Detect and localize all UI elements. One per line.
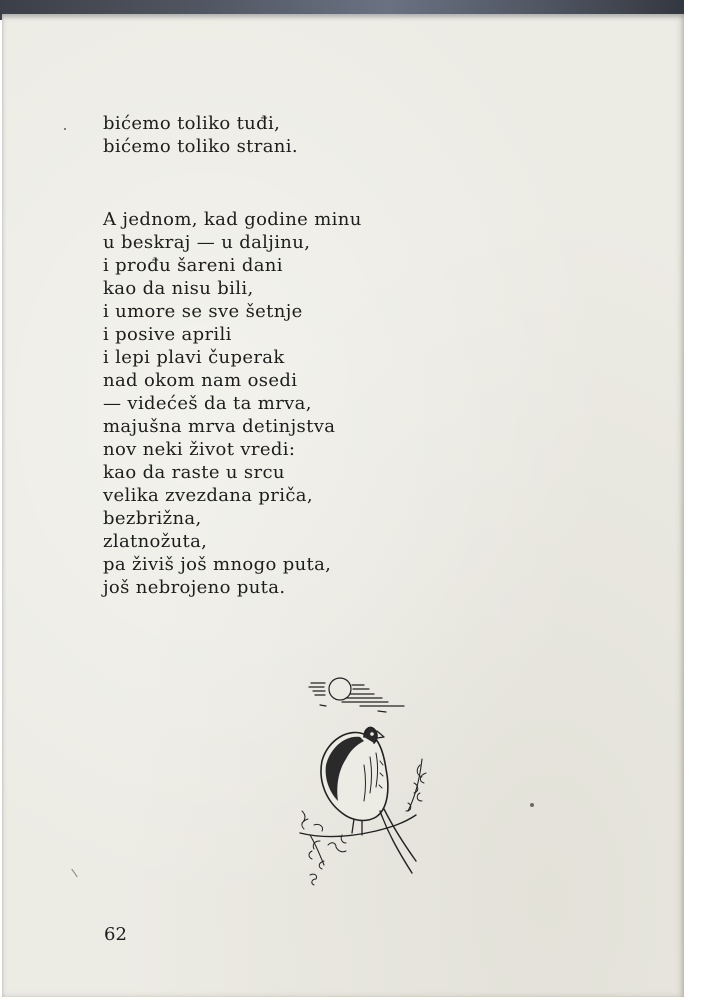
poem-line: bezbrižna, [103,508,202,529]
poem-line: i umore se sve šetnje [103,301,303,322]
poem-stanza [103,208,523,599]
poem-line: i posive aprili [103,324,232,345]
poem-line: — videćeš da ta mrva, [103,393,312,414]
poem-line: velika zvezdana priča, [103,485,313,506]
poem-line: nov neki život vredi: [103,439,296,460]
poem-line: nad okom nam osedi [103,370,298,391]
poem-line: kao da raste u srcu [103,462,285,483]
bird-on-branch-icon [300,727,426,885]
poem-text [103,112,523,599]
poem-line: još nebrojeno puta. [103,577,286,598]
sun-over-horizon-icon [309,678,404,712]
poem-line: pa živiš još mnogo puta, [103,554,332,575]
poem-line: i lepi plavi čuperak [103,347,285,368]
paper-speck [530,803,534,807]
page-number: 62 [104,924,127,945]
poem-line: i prođu šareni dani [103,255,283,276]
bird-illustration [280,665,440,895]
poem-line: majušna mrva detinjstva [103,416,336,437]
paper-speck [64,128,66,130]
poem-line: zlatnožuta, [103,531,208,552]
page-right-margin [684,0,705,1000]
poem-line: kao da nisu bili, [103,278,254,299]
poem-line: bićemo toliko tuđi, [103,113,281,134]
poem-line: u beskraj — u daljinu, [103,232,311,253]
poem-stanza [103,112,523,158]
poem-line: A jednom, kad godine minu [103,209,362,230]
poem-line: bićemo toliko strani. [103,136,298,157]
